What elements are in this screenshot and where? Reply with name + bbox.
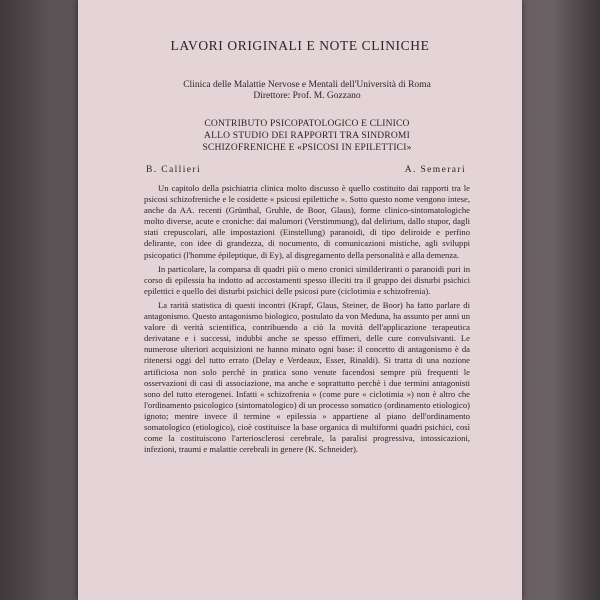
body-paragraph: Un capitolo della psichiatria clinica molto discusso è quello costituito dai rapporti tra le psicosi schizofreniche e le cosidette « psicosi epilettiche ». Sotto questo nome vengono intese, anche da AA. recenti (Grünthal, Gruhle, de Boor, Glaus), forme clinico-sintomatologiche molto diverse, acute e croniche: dai malumori (Verstimmung), dal delirium, dallo stupor, dagli stati crepuscolari, alle impostazioni (Einstellung) paranoidi, di tipo deliroide e perfino delirante, con idee di grandezza, di nocumento, di comunicazioni mistiche, agli sviluppi psicopatici (l'homme épileptique, di Ey), al disgregamento della personalità e alla demenza. — [144, 183, 470, 260]
article-title — [144, 118, 470, 154]
article-title-line: CONTRIBUTO PSICOPATOLOGICO E CLINICO — [204, 119, 410, 129]
author-second: A. Semerari — [404, 165, 466, 175]
body-paragraph: In particolare, la comparsa di quadri più o meno cronici similderiranti o paranoidi puri in corso di epilessia ha indotto ad accostamenti spesso illeciti tra il gruppo dei disturbi psichici epilettici e quello dei disturbi psichici delle psicosi pure (ciclotimia e schizofrenia). — [144, 263, 470, 296]
journal-section-title: LAVORI ORIGINALI E NOTE CLINICHE — [170, 38, 430, 53]
author-first: B. Callieri — [146, 165, 201, 175]
document-page — [78, 0, 522, 600]
article-body — [144, 183, 470, 458]
article-title-line: SCHIZOFRENICHE E «PSICOSI IN EPILETTICI» — [202, 143, 412, 153]
clinic-affiliation — [144, 80, 470, 102]
article-title-line: ALLO STUDIO DEI RAPPORTI TRA SINDROMI — [204, 131, 410, 141]
clinic-name: Clinica delle Malattie Nervose e Mentali dell'Università di Roma — [183, 80, 431, 90]
body-paragraph: La rarità statistica di questi incontri (Krapf, Glaus, Steiner, de Boor) ha fatto parlare di antagonismo. Questo antagonismo biologico, postulato da von Meduna, ha assunto per anni un valore di verità scientifica, contribuendo a ciò la novità dell'applicazione terapeutica derivatane e i successi, indubbi anche se spesso effimeri, delle cure convulsivanti. Le numerose ulteriori acquisizioni ne hanno minato ogni base: il concetto di antagonismo è da ritenersi oggi del tutto errato (Delay e Verdeaux, Esser, Rinaldi). Si tratta di una nozione artificiosa non solo perchè in pratica sono venute facendosi sempre più frequenti le osservazioni di casi di associazione, ma anche e soprattutto perchè i due termini antagonisti sono del tutto eterogenei. Infatti « schizofrenia » (come pure « ciclotimia ») non è altro che l'ordinamento psicologico (sintomatologico) di un processo somatico (ordinamento etiologico) ignoto; mentre invece il termine « epilessia » appartiene al piano dell'ordinamento somatologico (etiologico), cioè costituisce la base organica di multiformi quadri psichici, così come la costituiscono l'arteriosclerosi cerebrale, la paralisi progressiva, intossicazioni, infezioni, traumi e malattie cerebrali in genere (K. Schneider). — [144, 299, 470, 455]
clinic-director: Direttore: Prof. M. Gozzano — [253, 91, 361, 101]
